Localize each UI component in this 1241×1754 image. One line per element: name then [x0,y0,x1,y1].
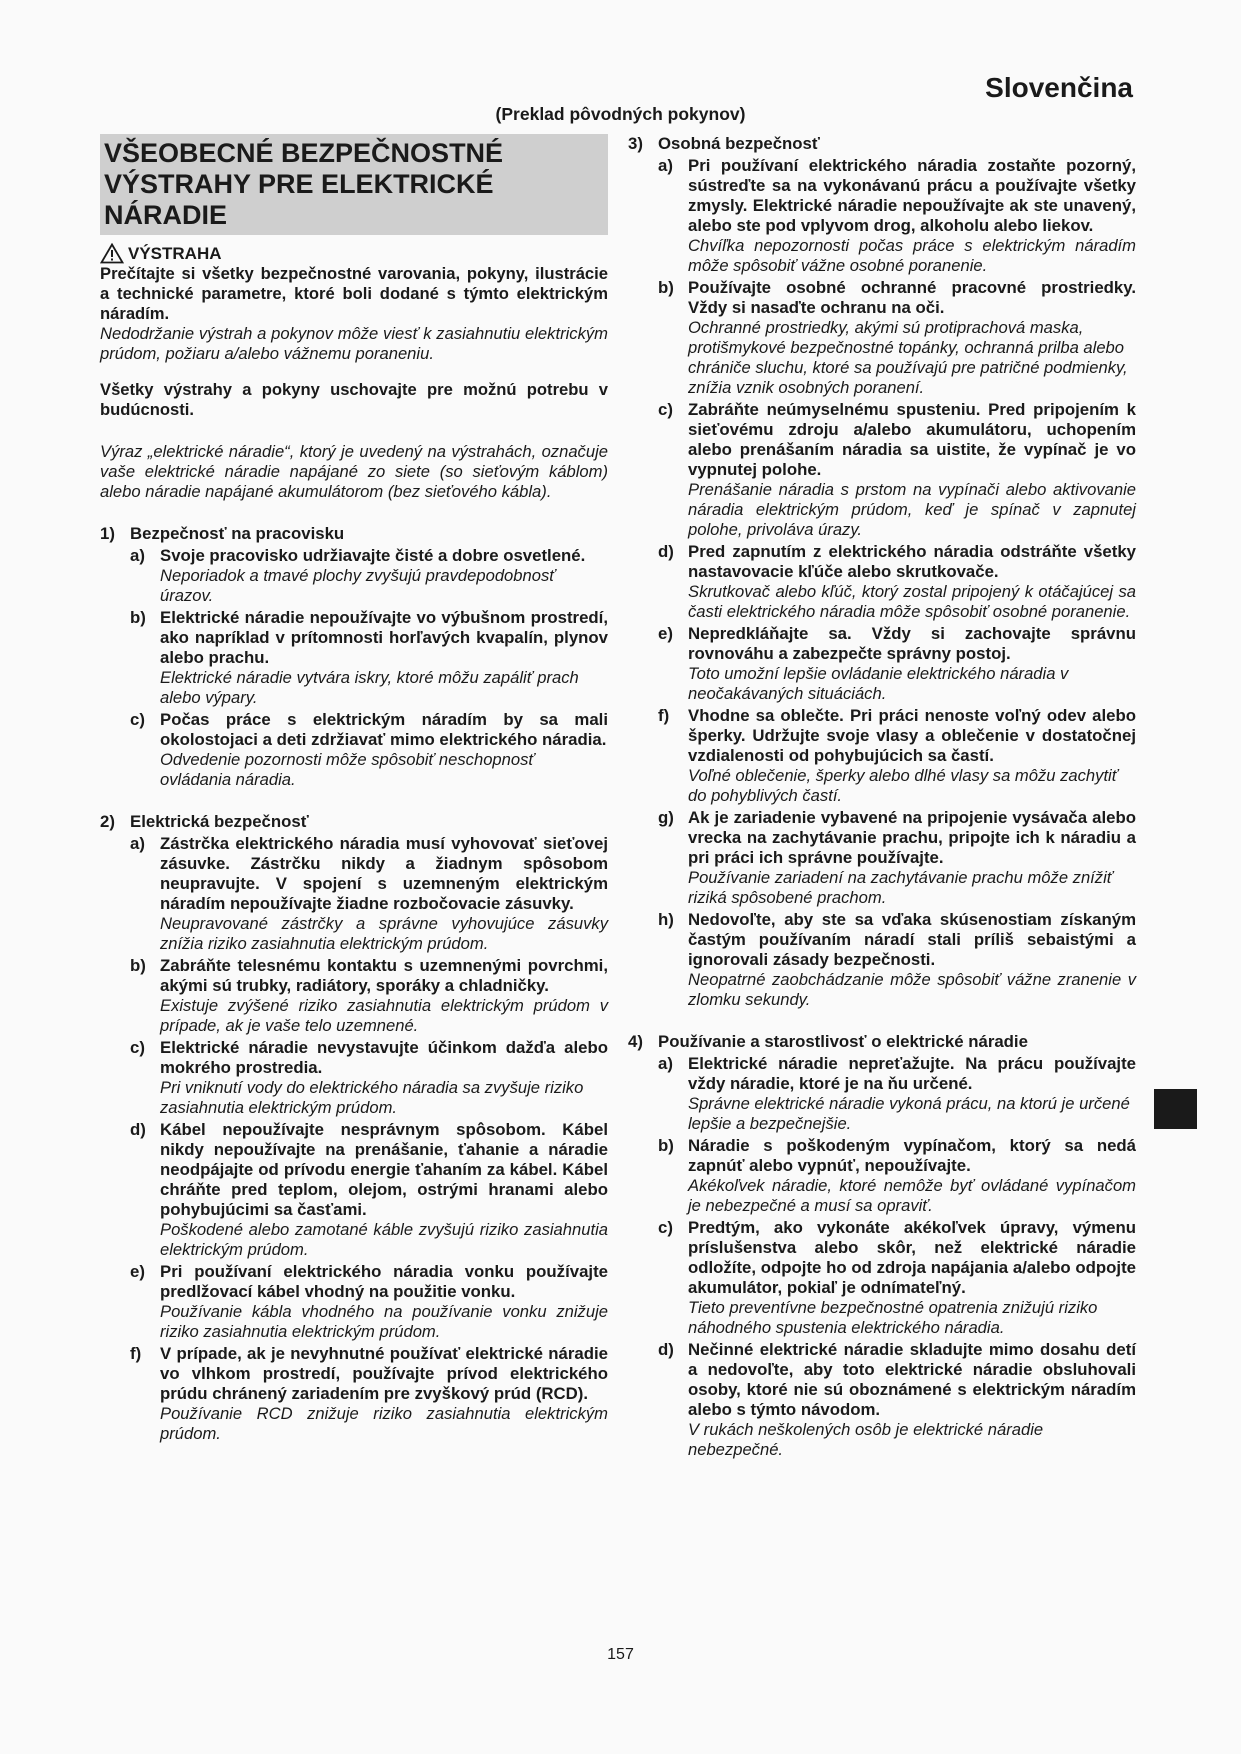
list-item: e) Nepredkláňajte sa. Vždy si zachovajte správnu rovnováhu a zabezpečte správny postoj. Toto umožní lepšie ovládanie elektrického náradia v neočakávaných situáciách. [658,624,1136,703]
power-tool-definition: Výraz „elektrické náradie“, ktorý je uvedený na výstrahách, označuje vaše elektrické náradie napájané zo siete (so sieťovým káblom) alebo náradie napájané akumulátorom (bez sieťového kábla). [100,442,608,501]
section-personal-safety [628,134,1136,1010]
section-electrical-safety [100,812,608,1444]
list-item: b) Náradie s poškodeným vypínačom, ktorý sa nedá zapnúť alebo vypnúť, nepoužívajte. Akékoľvek náradie, ktoré nemôže byť ovládané vypínačom je nebezpečné a musí sa opraviť. [658,1136,1136,1215]
list-item: d) Nečinné elektrické náradie skladujte mimo dosahu detí a nedovoľte, aby toto elektrické náradie obsluhovali osoby, ktoré nie sú oboznámené s elektrickým náradím alebo s týmto návodom. V rukách neškolených osôb je elektrické náradie nebezpečné. [658,1340,1136,1459]
section-work-area [100,524,608,790]
list-item: a) Pri používaní elektrického náradia zostaňte pozorný, sústreďte sa na vykonávanú prácu a používajte všetky zmysly. Elektrické náradie nepoužívajte ak ste unavený, alebo ste pod vplyvom drog, alkoholu alebo liekov. Chvíľka nepozornosti počas práce s elektrickým náradím môže spôsobiť vážne osobné poranenie. [658,156,1136,275]
warning-heading [100,243,608,264]
warning-consequence: Nedodržanie výstrah a pokynov môže viesť k zasiahnutiu elektrickým prúdom, požiaru a/alebo vážnemu poraneniu. [100,324,608,363]
language-label: Slovenčina [985,72,1133,103]
list-item: f) Vhodne sa oblečte. Pri práci nenoste voľný odev alebo šperky. Udržujte svoje vlasy a oblečenie v dostatočnej vzdialenosti od pohybujúcich sa častí. Voľné oblečenie, šperky alebo dlhé vlasy sa môžu zachytiť do pohyblivých častí. [658,706,1136,805]
translation-note: (Preklad pôvodných pokynov) [495,104,746,124]
warning-text: Prečítajte si všetky bezpečnostné varovania, pokyny, ilustrácie a technické parametre, ktoré boli dodané s týmto elektrickým náradím. [100,264,608,323]
section-thumb-tab [1154,1089,1197,1129]
list-item: b) Zabráňte telesnému kontaktu s uzemnenými povrchmi, akými sú trubky, radiátory, sporáky a chladničky. Existuje zvýšené riziko zasiahnutia elektrickým prúdom v prípade, ak je vaše telo uzemnené. [130,956,608,1035]
right-column [628,134,1136,1460]
section-heading: 1) Bezpečnosť na pracovisku [100,524,345,543]
list-item: c) Počas práce s elektrickým náradím by sa mali okolostojaci a deti zdržiavať mimo elektrického náradia. Odvedenie pozornosti môže spôsobiť neschopnosť ovládania náradia. [130,710,608,789]
list-item: c) Zabráňte neúmyselnému spusteniu. Pred pripojením k sieťovému zdroju a/alebo akumulátoru, uchopením alebo prenášaním náradia sa uistite, že vypínač je vo vypnutej polohe. Prenášanie náradia s prstom na vypínači alebo aktivovanie náradia elektrickým prúdom, keď je spínač v zapnutej polohe, privoláva úrazy. [658,400,1136,539]
list-item: c) Elektrické náradie nevystavujte účinkom dažďa alebo mokrého prostredia. Pri vniknutí vody do elektrického náradia sa zvyšuje riziko zasiahnutia elektrickým prúdom. [130,1038,608,1117]
title-box [100,134,608,235]
warning-triangle-icon [100,243,124,264]
list-item: e) Pri používaní elektrického náradia vonku používajte predlžovací kábel vhodný na použitie vonku. Používanie kábla vhodného na používanie vonku znižuje riziko zasiahnutia elektrickým prúdom. [130,1262,608,1341]
left-column [100,134,608,1444]
list-item: d) Kábel nepoužívajte nesprávnym spôsobom. Kábel nikdy nepoužívajte na prenášanie, ťahanie a náradie neodpájajte od prívodu energie ťahaním za kábel. Kábel chráňte pred teplom, olejom, ostrými hranami alebo pohybujúcimi sa časťami. Poškodené alebo zamotané káble zvyšujú riziko zasiahnutia elektrickým prúdom. [130,1120,608,1259]
page-title: VŠEOBECNÉ BEZPEČNOSTNÉ VÝSTRAHY PRE ELEKTRICKÉ NÁRADIE [104,138,504,230]
list-item: f) V prípade, ak je nevyhnutné používať elektrické náradie vo vlhkom prostredí, používajte prívod elektrického prúdu chránený zariadením pre zvyškový prúd (RCD). Používanie RCD znižuje riziko zasiahnutia elektrickým prúdom. [130,1344,608,1443]
warning-label: VÝSTRAHA [128,243,222,263]
keep-instructions: Všetky výstrahy a pokyny uschovajte pre možnú potrebu v budúcnosti. [100,380,608,419]
list-item: c) Predtým, ako vykonáte akékoľvek úpravy, výmenu príslušenstva alebo skôr, než elektrické náradie odložíte, odpojte ho od zdroja napájania a/alebo odpojte akumulátor, pokiaľ je odnímateľný. Tieto preventívne bezpečnostné opatrenia znižujú riziko náhodného spustenia elektrického náradia. [658,1218,1136,1337]
list-item: b) Používajte osobné ochranné pracovné prostriedky. Vždy si nasaďte ochranu na oči. Ochranné prostriedky, akými sú protiprachová maska, protišmykové bezpečnostné topánky, ochranná prilba alebo chrániče sluchu, ktoré sa používajú pre patričné podmienky, znížia vznik osobných poranení. [658,278,1136,397]
list-item: h) Nedovoľte, aby ste sa vďaka skúsenostiam získaným častým používaním náradí stali príliš sebaistými a ignorovali zásady bezpečnosti. Neopatrné zaobchádzanie môže spôsobiť vážne zranenie v zlomku sekundy. [658,910,1136,1009]
section-heading: 3) Osobná bezpečnosť [628,134,820,153]
list-item: d) Pred zapnutím z elektrického náradia odstráňte všetky nastavovacie kľúče alebo skrutkovače. Skrutkovač alebo kľúč, ktorý zostal pripojený k otáčajúcej sa časti elektrického náradia môže spôsobiť osobné poranenie. [658,542,1136,621]
page-number: 157 [607,1646,634,1663]
list-item: g) Ak je zariadenie vybavené na pripojenie vysávača alebo vrecka na zachytávanie prachu, pripojte ich k náradiu a pri práci ich správne používajte. Používanie zariadení na zachytávanie prachu môže znížiť riziká spôsobené prachom. [658,808,1136,907]
section-tool-use-care [628,1032,1136,1460]
section-heading: 2) Elektrická bezpečnosť [100,812,309,831]
list-item: a) Elektrické náradie nepreťažujte. Na prácu používajte vždy náradie, ktoré je na ňu určené. Správne elektrické náradie vykoná prácu, na ktorú je určené lepšie a bezpečnejšie. [658,1054,1136,1133]
list-item: a) Svoje pracovisko udržiavajte čisté a dobre osvetlené. Neporiadok a tmavé plochy zvyšujú pravdepodobnosť úrazov. [130,546,586,605]
section-heading: 4) Používanie a starostlivosť o elektrické náradie [628,1032,1028,1051]
list-item: a) Zástrčka elektrického náradia musí vyhovovať sieťovej zásuvke. Zástrčku nikdy a žiadnym spôsobom neupravujte. V spojení s uzemneným elektrickým náradím nepoužívajte žiadne rozbočovacie zásuvky. Neupravované zástrčky a správne vyhovujúce zásuvky znížia riziko zasiahnutia elektrickým prúdom. [130,834,608,953]
list-item: b) Elektrické náradie nepoužívajte vo výbušnom prostredí, ako napríklad v prítomnosti horľavých kvapalín, plynov alebo prachu. Elektrické náradie vytvára iskry, ktoré môžu zapáliť prach alebo výpary. [130,608,608,707]
